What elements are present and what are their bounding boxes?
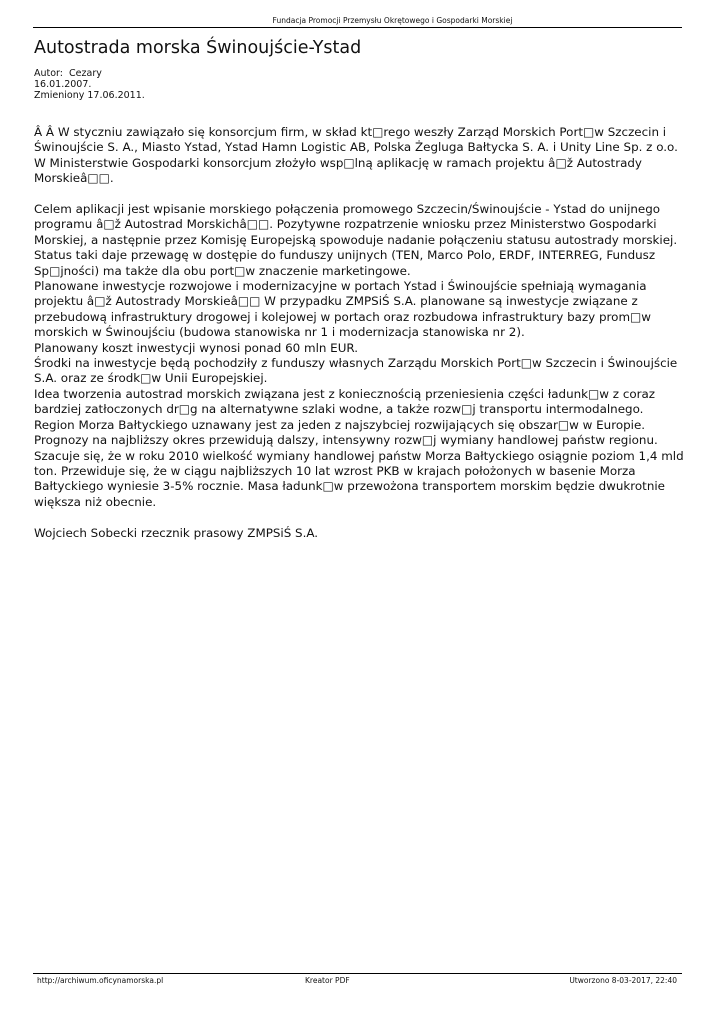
footer-created-date: Utworzono 8-03-2017, 22:40	[569, 976, 677, 985]
date-created: 16.01.2007.	[34, 79, 92, 90]
paragraph-spacer	[34, 510, 684, 525]
organization-name: Fundacja Promocji Przemysłu Okrętowego i Gospodarki Morskiej	[272, 16, 513, 25]
footer-generator: Kreator PDF	[305, 976, 350, 985]
article-meta	[34, 68, 145, 101]
paragraph-spacer	[34, 187, 684, 202]
article-body	[34, 125, 684, 541]
paragraph: Celem aplikacji jest wpisanie morskiego połączenia promowego Szczecin/Świnoujście - Ystad do unijnego programu â□ž Autostrad Morskichâ□□. Pozytywne rozpatrzenie wniosku przez Ministerstwo Gospodarki Morskiej, a następnie przez Komisję Europejską spowoduje nadanie połączeniu statusu autostrady morskiej. Status taki daje przewagę w dostępie do funduszy unijnych (TEN, Marco Polo, ERDF, INTERREG, Fundusz Sp□jności) ma także dla obu port□w znaczenie marketingowe.	[34, 202, 678, 278]
footer-url-link[interactable]: http://archiwum.oficynamorska.pl	[37, 976, 164, 985]
page-footer	[33, 973, 682, 988]
signature-paragraph: Wojciech Sobecki rzecznik prasowy ZMPSiŚ S.A.	[34, 525, 319, 540]
article-title: Autostrada morska Świnoujście-Ystad	[34, 38, 362, 58]
paragraph: Środki na inwestycje będą pochodziły z funduszy własnych Zarządu Morskich Port□w Szczecin i Świnoujście S.A. oraz ze środk□w Unii Europejskiej.	[34, 356, 678, 386]
paragraph: Â Â W styczniu zawiązało się konsorcjum firm, w skład kt□rego weszły Zarząd Morskich Port□w Szczecin i Świnoujście S. A., Miasto Ystad, Ystad Hamn Logistic AB, Polska Żegluga Bałtycka S. A. i Unity Line Sp. z o.o. W Ministerstwie Gospodarki konsorcjum złożyło wsp□lną aplikację w ramach projektu â□ž Autostrady Morskieâ□□.	[34, 125, 678, 186]
paragraph: Idea tworzenia autostrad morskich związana jest z koniecznością przeniesienia części ładunk□w z coraz bardziej zatłoczonych dr□g na alternatywne szlaki wodne, a także rozw□j transportu intermodalnego. Region Morza Bałtyckiego uznawany jest za jeden z najszybciej rozwijających się obszar□w w Europie. Prognozy na najbliższy okres przewidują dalszy, intensywny rozw□j wymiany handlowej państw regionu. Szacuje się, że w roku 2010 wielkość wymiany handlowej państw Morza Bałtyckiego osiągnie poziom 1,4 mld ton. Przewiduje się, że w ciągu najbliższych 10 lat wzrost PKB w krajach położonych w basenie Morza Bałtyckiego wyniesie 3-5% rocznie. Masa ładunk□w przewożona transportem morskim będzie dwukrotnie większa niż obecnie.	[34, 386, 684, 509]
date-modified: Zmieniony 17.06.2011.	[34, 90, 145, 101]
paragraph: Planowane inwestycje rozwojowe i modernizacyjne w portach Ystad i Świnoujście spełniają wymagania projektu â□ž Autostrady Morskieâ□□ W przypadku ZMPSiŚ S.A. planowane są inwestycje związane z przebudową infrastruktury drogowej i kolejowej w portach oraz rozbudowa infrastruktury bazy prom□w morskich w Świnoujściu (budowa stanowiska nr 1 i modernizacja stanowiska nr 2).	[34, 279, 651, 340]
author-line: Autor: Cezary	[34, 68, 102, 79]
paragraph: Planowany koszt inwestycji wynosi ponad 60 mln EUR.	[34, 340, 359, 355]
page-header	[33, 14, 682, 28]
